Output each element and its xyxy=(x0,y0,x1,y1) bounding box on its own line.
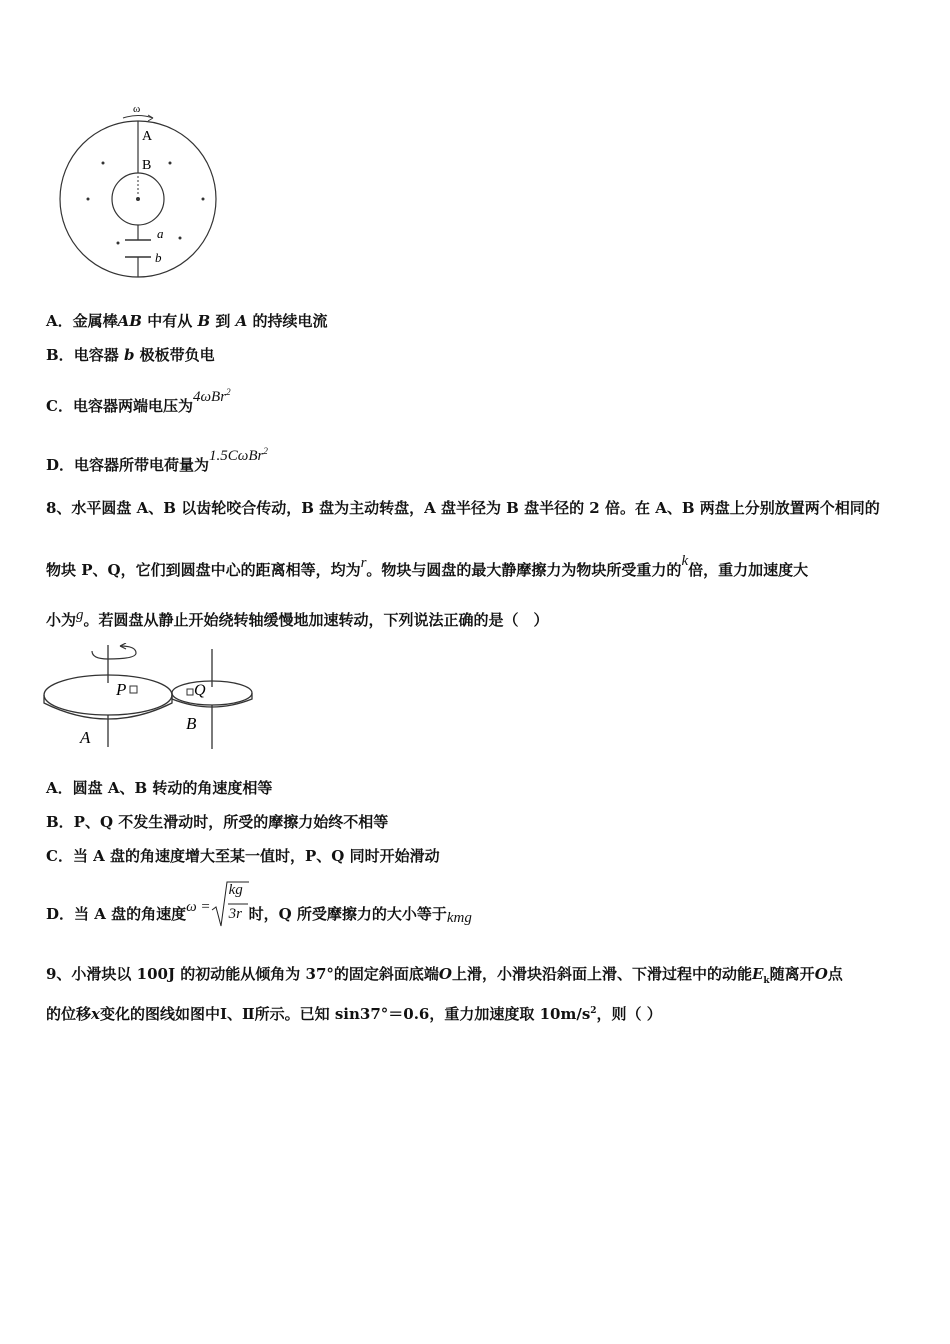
q8-option-b: B．P、Q 不发生滑动时，所受的摩擦力始终不相等 xyxy=(46,813,389,831)
figure-rotating-disk xyxy=(55,100,225,280)
q8-stem-line2: 物块 P、Q，它们到圆盘中心的距离相等，均为r。物块与圆盘的最大静摩擦力为物块所受重力的k倍，重力加速度大 xyxy=(46,553,809,579)
field-dot xyxy=(179,237,182,240)
q8-option-c: C．当 A 盘的角速度增大至某一值时，P、Q 同时开始滑动 xyxy=(46,847,440,865)
field-dot xyxy=(102,162,105,165)
q8-stem-line1: 8、水平圆盘 A、B 以齿轮咬合传动，B 盘为主动转盘，A 盘半径为 B 盘半径的 2 倍。在 A、B 两盘上分别放置两个相同的 xyxy=(46,499,880,517)
center-dot xyxy=(136,197,140,201)
label-omega: ω xyxy=(133,103,141,115)
q7-option-c: C．电容器两端电压为4ωBr$^2$ xyxy=(46,387,231,415)
q9-stem-line2: 的位移x变化的图线如图中Ⅰ、Ⅱ所示。已知 sin37°＝0.6，重力加速度取 $10m/s^2$，则（ ） xyxy=(46,1005,662,1023)
q8-stem-line3: 小为g。若圆盘从静止开始绕转轴缓慢地加速转动，下列说法正确的是（ ） xyxy=(46,607,549,629)
label-b-mid: B xyxy=(142,158,152,173)
q7-option-d: D．电容器所带电荷量为1.5CωBr$^2$ xyxy=(46,446,268,474)
figure-gear-disks xyxy=(40,643,260,753)
label-disk-a: A xyxy=(80,728,91,747)
label-plate-a: a xyxy=(157,226,164,241)
field-dot xyxy=(117,242,120,245)
sqrt-fraction: kg 3r xyxy=(211,904,249,924)
rotation-arrow xyxy=(92,646,136,659)
q7-option-a: A．金属棒AB 中有从 B 到 A 的持续电流 xyxy=(46,312,328,330)
q8-option-d: D．当 A 盘的角速度ω = kg 3r 时，Q 所受摩擦力的大小等于kmg xyxy=(46,904,472,925)
field-dot xyxy=(202,198,205,201)
q9-stem-line1: 9、小滑块以 100J 的初动能从倾角为 37°的固定斜面底端O上滑，小滑块沿斜面上滑、下滑过程中的动能$E_k$随离开O点 xyxy=(46,965,843,986)
label-a-top: A xyxy=(142,129,153,144)
label-p: P xyxy=(116,680,127,699)
field-dot xyxy=(169,162,172,165)
label-disk-b: B xyxy=(186,714,197,733)
label-plate-b: b xyxy=(155,250,162,265)
label-q: Q xyxy=(194,682,206,699)
field-dot xyxy=(87,198,90,201)
rotation-arrow-head xyxy=(148,115,153,121)
q8-option-a: A．圆盘 A、B 转动的角速度相等 xyxy=(46,779,273,797)
q7-option-b: B．电容器 b 极板带负电 xyxy=(46,346,215,364)
